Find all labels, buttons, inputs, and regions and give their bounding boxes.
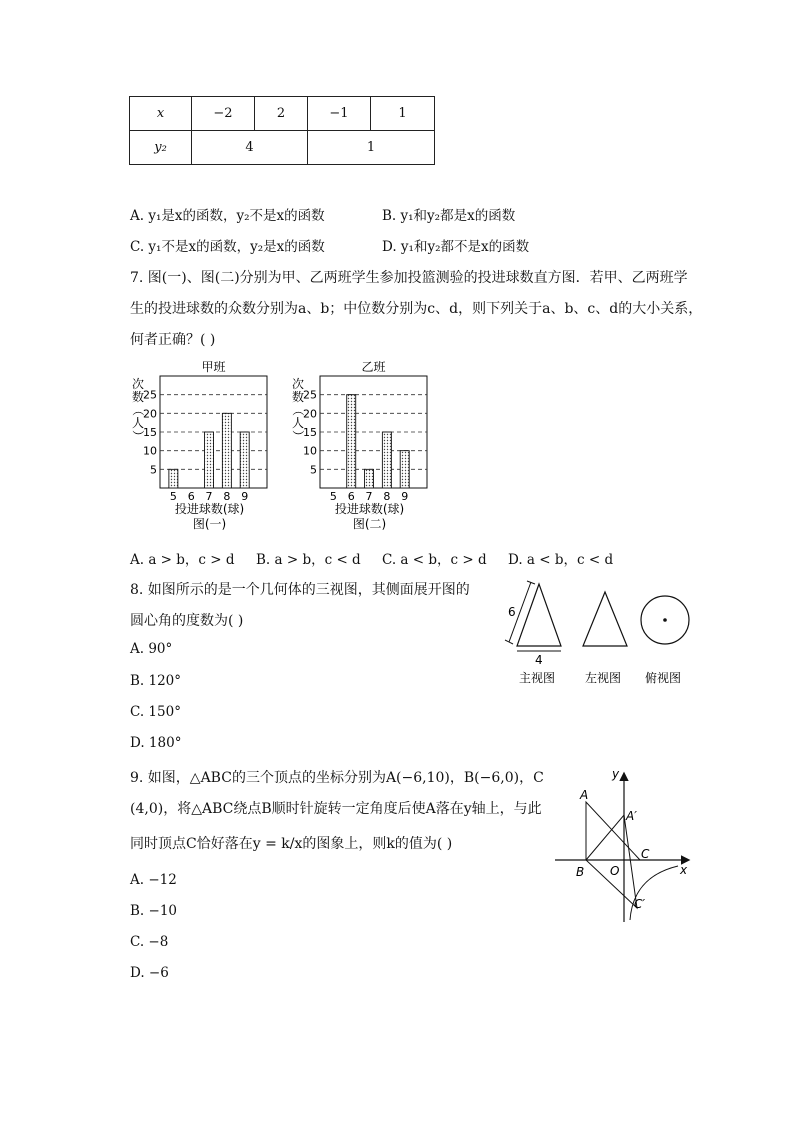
table-row: [130, 97, 435, 131]
chart-title: 乙班: [361, 360, 386, 374]
value-table: [129, 96, 435, 165]
q8-option-b[interactable]: B. 120°: [130, 673, 182, 689]
q9-line: (4,0)，将△ABC绕点B顺时针旋转一定角度后使A落在y轴上，与此: [130, 801, 542, 817]
bar: [222, 413, 231, 488]
three-views-figure: [495, 580, 705, 690]
bar: [347, 395, 356, 488]
point-b-label: B: [576, 865, 585, 879]
point-c-label: C: [641, 847, 650, 861]
q8-line: 圆心角的度数为( ): [130, 613, 244, 629]
q6-option-d[interactable]: D. y₁和y₂都不是x的函数: [382, 239, 530, 255]
point-c-prime-label: C′: [634, 897, 646, 911]
q7-line: 7. 图(一)、图(二)分别为甲、乙两班学生参加投篮测验的投进球数直方图．若甲、乙两班学: [130, 270, 688, 286]
x-axis-label: 投进球数(球): [174, 502, 245, 516]
table-cell: −2: [192, 97, 255, 131]
y-axis-label-char: 次: [131, 377, 145, 391]
y-axis-label-char: ）: [131, 429, 145, 443]
top-view-label: 俯视图: [645, 671, 682, 685]
side-view-label: 左视图: [585, 671, 622, 685]
q7-option-b[interactable]: B. a > b，c < d: [256, 552, 361, 568]
x-tick-label: 8: [223, 490, 231, 503]
table-cell: 4: [192, 131, 308, 165]
q7-line: 生的投进球数的众数分别为a、b；中位数分别为c、d，则下列关于a、b、c、d的大小关系，: [130, 301, 703, 317]
y-axis-label-char: 人: [131, 416, 145, 430]
y-tick-label: 10: [143, 444, 157, 458]
q6-option-b[interactable]: B. y₁和y₂都是x的函数: [382, 208, 516, 224]
bar: [169, 469, 178, 488]
y-axis-label-char: 人: [291, 416, 305, 430]
y-tick-label: 5: [150, 463, 157, 477]
q7-option-a[interactable]: A. a > b，c > d: [130, 552, 235, 568]
x-axis-label: 投进球数(球): [334, 502, 405, 516]
rotation-figure: [550, 762, 700, 932]
origin-label: O: [610, 864, 620, 878]
y-axis-label-char: 数: [131, 390, 145, 404]
y-axis-label-char: （: [131, 403, 145, 417]
bar: [365, 469, 374, 488]
q9-option-d[interactable]: D. −6: [130, 965, 169, 981]
chart-yi: [291, 359, 427, 531]
q8-option-d[interactable]: D. 180°: [130, 735, 182, 751]
q9-line: 同时顶点C恰好落在y = k/x的图象上，则k的值为( ): [130, 836, 453, 852]
table-cell: x: [130, 97, 192, 131]
chart-caption: 图(二): [352, 517, 387, 531]
y-axis-label-char: 次: [291, 377, 305, 391]
top-view-center-dot: [663, 618, 667, 622]
table-cell: −1: [308, 97, 371, 131]
y-tick-label: 15: [143, 426, 157, 439]
x-tick-label: 5: [169, 490, 177, 503]
x-tick-label: 8: [383, 490, 391, 503]
y-tick-label: 25: [143, 388, 157, 402]
q6-option-a[interactable]: A. y₁是x的函数，y₂不是x的函数: [130, 208, 325, 224]
chart-jia: [131, 359, 267, 531]
y-axis-label-char: ）: [291, 429, 305, 443]
point-a-label: A: [580, 788, 589, 802]
x-tick-label: 5: [329, 490, 337, 503]
q9-option-b[interactable]: B. −10: [130, 903, 177, 919]
table-cell: 1: [308, 131, 435, 165]
q8-option-c[interactable]: C. 150°: [130, 704, 181, 720]
bar: [400, 451, 409, 488]
y-tick-label: 5: [310, 463, 317, 477]
y-axis-label-char: 数: [291, 390, 305, 404]
x-tick-label: 7: [365, 490, 373, 503]
y-axis-label: y: [612, 767, 620, 781]
x-tick-label: 9: [401, 490, 409, 503]
x-axis-label: x: [680, 863, 688, 877]
x-tick-label: 6: [347, 490, 355, 503]
side-view-triangle: [583, 592, 627, 646]
slant-label: 6: [508, 605, 516, 619]
base-label: 4: [535, 653, 543, 667]
y-tick-label: 15: [303, 426, 317, 439]
q6-option-c[interactable]: C. y₁不是x的函数，y₂是x的函数: [130, 239, 325, 255]
y-tick-label: 20: [143, 407, 157, 421]
hyperbola-curve: [630, 866, 678, 920]
bar: [240, 432, 249, 488]
q9-option-a[interactable]: A. −12: [130, 872, 177, 888]
x-tick-label: 9: [241, 490, 249, 503]
table-cell: y₂: [130, 131, 192, 165]
bar: [205, 432, 214, 488]
q7-line: 何者正确？( ): [130, 332, 216, 348]
bar: [382, 432, 391, 488]
x-tick-label: 7: [205, 490, 213, 503]
q8-option-a[interactable]: A. 90°: [130, 641, 173, 657]
y-tick-label: 25: [303, 388, 317, 402]
point-a-prime-label: A′: [626, 809, 637, 823]
q8-line: 8. 如图所示的是一个几何体的三视图，其侧面展开图的: [130, 582, 470, 598]
chart-title: 甲班: [201, 360, 226, 374]
y-tick-label: 20: [303, 407, 317, 421]
chart-caption: 图(一): [192, 517, 227, 531]
table-cell: 1: [371, 97, 435, 131]
x-tick-label: 6: [187, 490, 195, 503]
y-tick-label: 10: [303, 444, 317, 458]
table-row: [130, 131, 435, 165]
front-view-triangle: [517, 584, 561, 646]
q9-line: 9. 如图，△ABC的三个顶点的坐标分别为A(−6,10)，B(−6,0)，C: [130, 770, 544, 786]
q7-option-d[interactable]: D. a < b，c < d: [508, 552, 614, 568]
front-view-label: 主视图: [519, 671, 556, 685]
histograms: [125, 358, 445, 538]
y-axis-label-char: （: [291, 403, 305, 417]
table-cell: 2: [255, 97, 308, 131]
q7-option-c[interactable]: C. a < b，c > d: [382, 552, 487, 568]
q9-option-c[interactable]: C. −8: [130, 934, 169, 950]
